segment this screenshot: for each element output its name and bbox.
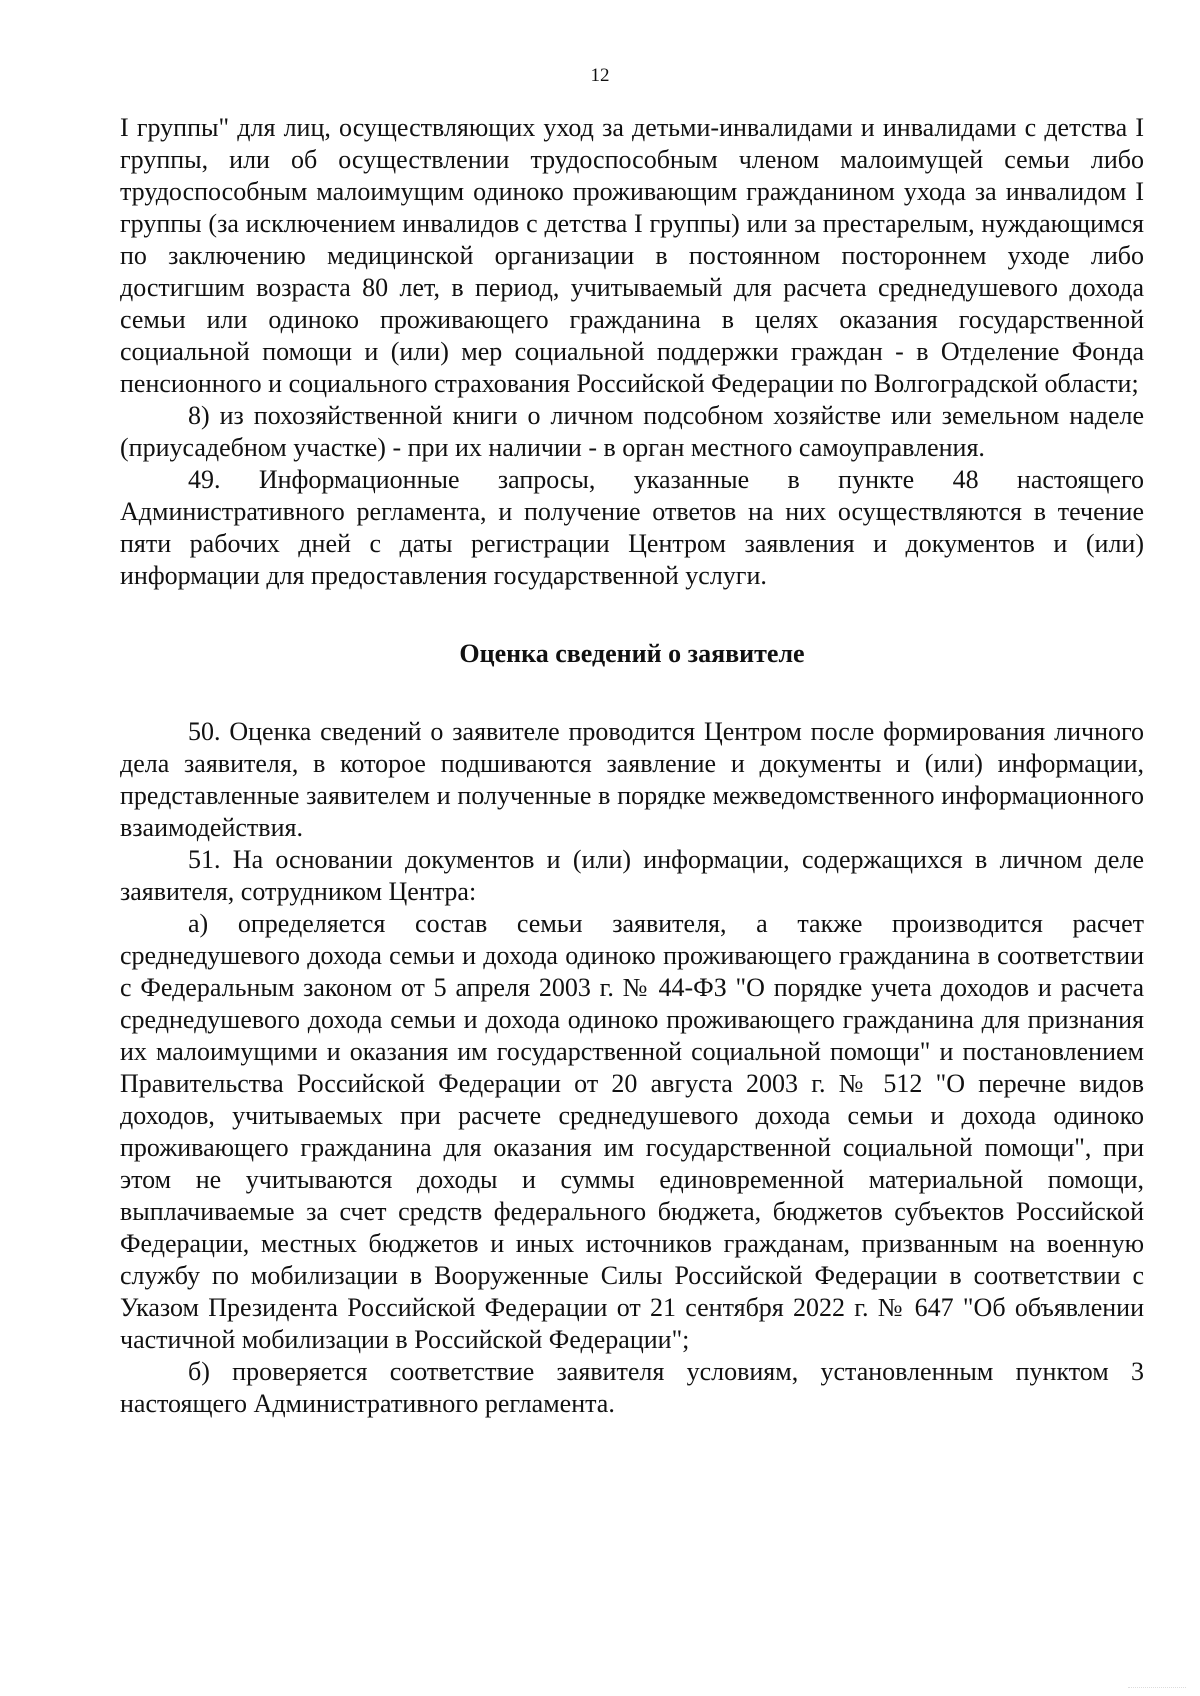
section-heading: Оценка сведений о заявителе [459, 639, 805, 668]
page-number: 12 [590, 65, 610, 86]
paragraph-49-information-requests: 49. Информационные запросы, указанные в пункте 48 настоящего Административного регламента, и получение ответов на них осуществляются в течение пяти рабочих дней с даты регистрации Центром заявления и документов и (или) информации для предоставления государственной услуги. [120, 465, 1144, 590]
document-body [120, 112, 1144, 1420]
paragraph-51-item-b: б) проверяется соответствие заявителя условиям, установленным пунктом 3 настоящего Административного регламента. [120, 1357, 1144, 1418]
paragraph-50-applicant-assessment: 50. Оценка сведений о заявителе проводится Центром после формирования личного дела заявителя, в которое подшиваются заявление и документы и (или) информации, представленные заявителем и полученные в порядке межведомственного информационного взаимодействия. [120, 717, 1144, 842]
paragraph-continuation-disabled-care: I группы" для лиц, осуществляющих уход за детьми-инвалидами и инвалидами с детства I группы, или об осуществлении трудоспособным членом малоимущей семьи либо трудоспособным малоимущим одиноко проживающим гражданином ухода за инвалидом I группы (за исключением инвалидов с детства I группы) или за престарелым, нуждающимся по заключению медицинской организации в постоянном постороннем уходе либо достигшим возраста 80 лет, в период, учитываемый для расчета среднедушевого дохода семьи или одиноко проживающего гражданина в целях оказания государственной социальной помощи и (или) мер социальной поддержки граждан - в Отделение Фонда пенсионного и социального страхования Российской Федерации по Волгоградской области; [120, 113, 1144, 398]
scan-corner-mark [1128, 1687, 1186, 1692]
paragraph-item-8-household-book: 8) из похозяйственной книги о личном подсобном хозяйстве или земельном наделе (приусадебном участке) - при их наличии - в орган местного самоуправления. [120, 401, 1144, 462]
paragraph-51-item-a: а) определяется состав семьи заявителя, а также производится расчет среднедушевого дохода семьи и дохода одиноко проживающего гражданина в соответствии с Федеральным законом от 5 апреля 2003 г. № 44-ФЗ "О порядке учета доходов и расчета среднедушевого дохода семьи и дохода одиноко проживающего гражданина для признания их малоимущими и оказания им государственной социальной помощи" и постановлением Правительства Российской Федерации от 20 августа 2003 г. № 512 "О перечне видов доходов, учитываемых при расчете среднедушевого дохода семьи и дохода одиноко проживающего гражданина для оказания им государственной социальной помощи", при этом не учитываются доходы и суммы единовременной материальной помощи, выплачиваемые за счет средств федерального бюджета, бюджетов субъектов Российской Федерации, местных бюджетов и иных источников гражданам, призванным на военную службу по мобилизации в Вооруженные Силы Российской Федерации в соответствии с Указом Президента Российской Федерации от 21 сентября 2022 г. № 647 "Об объявлении частичной мобилизации в Российской Федерации"; [120, 909, 1144, 1354]
paragraph-51-intro: 51. На основании документов и (или) информации, содержащихся в личном деле заявителя, сотрудником Центра: [120, 845, 1144, 906]
